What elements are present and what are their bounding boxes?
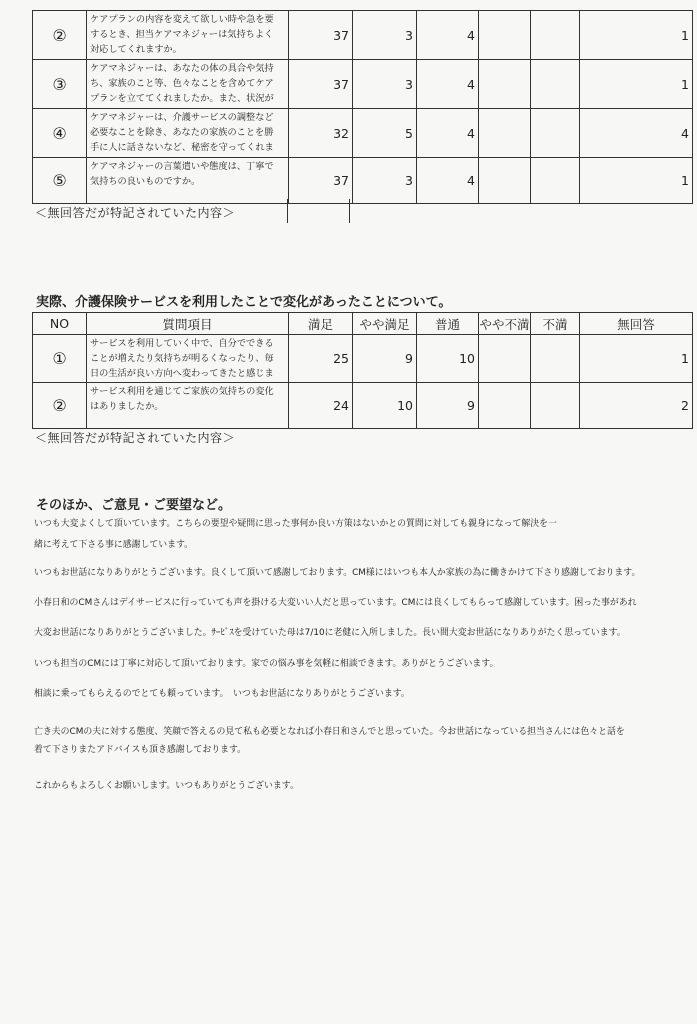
column-header: NO <box>33 313 87 335</box>
row-number: ④ <box>33 109 87 158</box>
count-cell: 3 <box>353 11 417 60</box>
question-line: ち、家族のこと等、色々なことを含めてケア <box>90 78 274 89</box>
comment-line: 着て下さりまたアドバイスも頂き感謝しております。 <box>34 745 247 755</box>
comment-line: 緒に考えて下さる事に感謝しています。 <box>34 540 194 550</box>
question-line: ケアマネジャーは、介護サービスの調整など <box>90 112 274 123</box>
question-line: プランを立ててくれましたか。また、状況が <box>90 93 274 104</box>
comment-line: これからもよろしくお願いします。いつもありがとうございます。 <box>34 781 299 791</box>
count-cell <box>531 109 580 158</box>
question-text <box>87 11 289 60</box>
question-line: サービス利用を通じてご家族の気持ちの変化 <box>90 386 274 397</box>
table-row <box>33 11 693 60</box>
count-cell: 9 <box>353 335 417 383</box>
question-text <box>87 383 289 429</box>
question-line: ことが増えたり気持ちが明るくなったり、毎 <box>90 353 274 364</box>
count-cell: 4 <box>580 109 693 158</box>
table-row <box>33 60 693 109</box>
question-text <box>87 109 289 158</box>
comment-line: 小春日和のCMさんはデイサービスに行っていても声を掛ける大変いい人だと思っています。CMには良くしてもらって感謝しています。困った事があれ <box>34 598 637 608</box>
question-line: するとき、担当ケアマネジャーは気持ちよく <box>90 29 274 40</box>
count-cell: 4 <box>417 109 479 158</box>
table1-divider <box>287 199 288 223</box>
count-cell: 1 <box>580 60 693 109</box>
column-header: 普通 <box>417 313 479 335</box>
table1-divider <box>349 199 350 223</box>
count-cell <box>479 158 531 204</box>
count-cell: 10 <box>417 335 479 383</box>
question-line: 対応してくれますか。 <box>90 44 182 55</box>
count-cell: 32 <box>289 109 353 158</box>
row-number: ② <box>33 11 87 60</box>
table-row <box>33 383 693 429</box>
row-number: ① <box>33 335 87 383</box>
question-line: 必要なことを除き、あなたの家族のことを勝 <box>90 127 274 138</box>
unanswered-note-1: ＜無回答だが特記されていた内容＞ <box>35 206 236 220</box>
satisfaction-table-1 <box>32 10 693 204</box>
count-cell: 24 <box>289 383 353 429</box>
count-cell: 5 <box>353 109 417 158</box>
count-cell: 9 <box>417 383 479 429</box>
row-number: ③ <box>33 60 87 109</box>
count-cell: 3 <box>353 158 417 204</box>
question-line: 気持ちの良いものですか。 <box>90 176 201 187</box>
table-row <box>33 109 693 158</box>
count-cell <box>531 158 580 204</box>
satisfaction-table-2 <box>32 312 693 429</box>
comment-line: 大変お世話になりありがとうございました。ｻｰﾋﾞｽを受けていた母は7/10に老健に入所しました。長い間大変お世話になりありがたく思っています。 <box>34 628 626 638</box>
count-cell <box>531 11 580 60</box>
count-cell: 3 <box>353 60 417 109</box>
table-row <box>33 335 693 383</box>
comment-line: 相談に乗ってもらえるのでとても頼っています。 いつもお世話になりありがとうございます。 <box>34 689 410 699</box>
count-cell <box>479 60 531 109</box>
count-cell: 10 <box>353 383 417 429</box>
comment-line: いつも担当のCMには丁寧に対応して頂いております。家での悩み事を気軽に相談できます。ありがとうございます。 <box>34 659 499 669</box>
question-line: ケアマネジャーは、あなたの体の具合や気持 <box>90 63 274 74</box>
question-line: ケアプランの内容を変えて欲しい時や急を要 <box>90 14 274 25</box>
count-cell: 4 <box>417 11 479 60</box>
count-cell: 1 <box>580 11 693 60</box>
comment-line: いつも大変よくして頂いています。こちらの要望や疑問に思った事何か良い方策はないかとの質問に対しても親身になって解決を一 <box>34 519 557 529</box>
count-cell: 4 <box>417 60 479 109</box>
column-header: やや満足 <box>353 313 417 335</box>
count-cell: 37 <box>289 60 353 109</box>
count-cell <box>531 335 580 383</box>
question-text <box>87 60 289 109</box>
count-cell <box>479 383 531 429</box>
section3-title: そのほか、ご意見・ご要望など。 <box>36 498 232 513</box>
column-header: 不満 <box>531 313 580 335</box>
count-cell: 4 <box>417 158 479 204</box>
question-line: ケアマネジャーの言葉遣いや態度は、丁寧で <box>90 161 274 172</box>
question-text <box>87 335 289 383</box>
count-cell <box>479 109 531 158</box>
comment-line: 亡き夫のCMの夫に対する態度、笑顔で答えるの見て私も必要となれば小春日和さんでと思っていた。今お世話になっている担当さんには色々と話を <box>34 727 625 737</box>
count-cell: 37 <box>289 11 353 60</box>
question-line: 手に人に話さないなど、秘密を守ってくれま <box>90 142 274 153</box>
count-cell <box>479 335 531 383</box>
unanswered-note-2: ＜無回答だが特記されていた内容＞ <box>35 431 236 445</box>
count-cell <box>531 383 580 429</box>
section2-title: 実際、介護保険サービスを利用したことで変化があったことについて。 <box>36 295 452 310</box>
row-number: ② <box>33 383 87 429</box>
column-header: 無回答 <box>580 313 693 335</box>
count-cell <box>479 11 531 60</box>
column-header: 質問項目 <box>87 313 289 335</box>
count-cell: 1 <box>580 158 693 204</box>
question-line: 日の生活が良い方向へ変わってきたと感じま <box>90 368 274 379</box>
count-cell: 1 <box>580 335 693 383</box>
count-cell: 25 <box>289 335 353 383</box>
column-header: 満足 <box>289 313 353 335</box>
comment-line: いつもお世話になりありがとうございます。良くして頂いて感謝しております。CM様にはいつも本人か家族の為に働きかけて下さり感謝しております。 <box>34 568 641 578</box>
count-cell: 2 <box>580 383 693 429</box>
question-text <box>87 158 289 204</box>
column-header: やや不満 <box>479 313 531 335</box>
row-number: ⑤ <box>33 158 87 204</box>
count-cell: 37 <box>289 158 353 204</box>
question-line: サービスを利用していく中で、自分でできる <box>90 338 274 349</box>
question-line: はありましたか。 <box>90 401 164 412</box>
table-row <box>33 158 693 204</box>
count-cell <box>531 60 580 109</box>
